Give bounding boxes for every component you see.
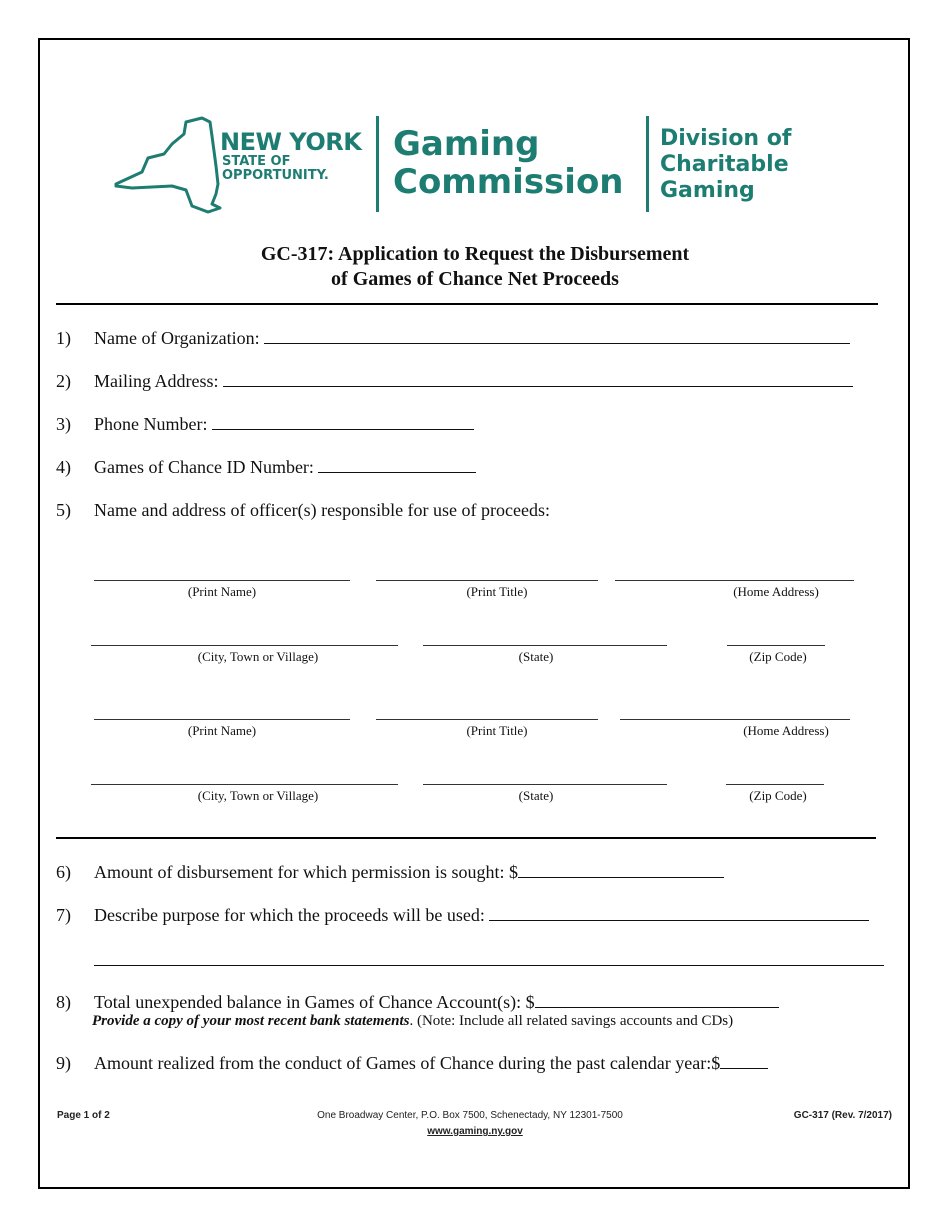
logo-charitable: Charitable — [660, 152, 789, 177]
caption-city: (City, Town or Village) — [197, 649, 319, 664]
officers-divider — [56, 837, 876, 839]
officer1-state-field[interactable] — [423, 645, 667, 646]
question-number: 9) — [56, 1053, 71, 1073]
logo-gaming: Gaming — [393, 124, 540, 164]
officer2-state-field[interactable] — [423, 784, 667, 785]
question-number: 3) — [56, 414, 71, 434]
officer2-print-title-field[interactable] — [376, 719, 598, 720]
purpose-field[interactable] — [489, 906, 869, 921]
logo-commission: Commission — [393, 162, 624, 202]
games-of-chance-id-field[interactable] — [318, 458, 476, 473]
organization-name-field[interactable] — [264, 329, 850, 344]
form-title-line1: GC-317: Application to Request the Disbursement — [260, 243, 690, 265]
question-label: Mailing Address: — [94, 371, 219, 391]
logo-divider — [376, 116, 379, 212]
question-label: Describe purpose for which the proceeds will be used: — [94, 905, 485, 925]
disbursement-amount-field[interactable] — [518, 863, 724, 878]
caption-zip: (Zip Code) — [749, 788, 807, 803]
question-number: 8) — [56, 992, 71, 1012]
unexpended-balance-field[interactable] — [535, 993, 779, 1008]
caption-print-title: (Print Title) — [466, 723, 528, 738]
logo-division-of: Division of — [660, 126, 792, 151]
question-label: Games of Chance ID Number: — [94, 457, 314, 477]
caption-print-name: (Print Name) — [187, 584, 257, 599]
caption-print-name: (Print Name) — [187, 723, 257, 738]
phone-number-field[interactable] — [212, 415, 474, 430]
question-number: 5) — [56, 500, 71, 520]
officer1-print-title-field[interactable] — [376, 580, 598, 581]
title-divider — [56, 303, 878, 305]
question-number: 7) — [56, 905, 71, 925]
question-number: 1) — [56, 328, 71, 348]
new-york-state-map-icon — [112, 114, 222, 214]
logo-new-york: NEW YORK — [220, 128, 362, 156]
logo-opportunity: OPPORTUNITY. — [222, 168, 329, 183]
question-number: 4) — [56, 457, 71, 477]
question-label: Amount realized from the conduct of Games of Chance during the past calendar year:$ — [94, 1053, 721, 1073]
officer1-zip-field[interactable] — [727, 645, 825, 646]
officer1-city-field[interactable] — [91, 645, 398, 646]
officer2-home-address-field[interactable] — [620, 719, 850, 720]
caption-home-address: (Home Address) — [733, 584, 819, 599]
caption-home-address: (Home Address) — [743, 723, 829, 738]
question-label: Phone Number: — [94, 414, 208, 434]
question-label: Name and address of officer(s) responsible for use of proceeds: — [94, 500, 551, 520]
bank-statement-instruction: Provide a copy of your most recent bank statements — [92, 1013, 410, 1029]
caption-state: (State) — [518, 649, 554, 664]
agency-logo — [112, 112, 812, 217]
caption-zip: (Zip Code) — [749, 649, 807, 664]
officer2-city-field[interactable] — [91, 784, 398, 785]
question-label: Name of Organization: — [94, 328, 260, 348]
question-label: Amount of disbursement for which permission is sought: $ — [94, 862, 518, 882]
caption-city: (City, Town or Village) — [197, 788, 319, 803]
officer1-print-name-field[interactable] — [94, 580, 350, 581]
caption-print-title: (Print Title) — [466, 584, 528, 599]
bank-statement-note — [92, 1013, 733, 1030]
form-revision: GC-317 (Rev. 7/2017) — [793, 1110, 892, 1121]
officer2-print-name-field[interactable] — [94, 719, 350, 720]
logo-gaming-division: Gaming — [660, 178, 755, 203]
caption-state: (State) — [518, 788, 554, 803]
question-label: Total unexpended balance in Games of Chance Account(s): $ — [94, 992, 535, 1012]
officer1-home-address-field[interactable] — [615, 580, 854, 581]
bank-statement-note-text: . (Note: Include all related savings accounts and CDs) — [409, 1013, 734, 1029]
footer-website-link[interactable]: www.gaming.ny.gov — [427, 1126, 523, 1137]
officer2-zip-field[interactable] — [726, 784, 824, 785]
amount-realized-field[interactable] — [720, 1054, 768, 1069]
page-number: Page 1 of 2 — [57, 1110, 110, 1121]
form-title-line2: of Games of Chance Net Proceeds — [331, 268, 619, 290]
purpose-continuation-field[interactable] — [94, 965, 884, 966]
footer-address: One Broadway Center, P.O. Box 7500, Schenectady, NY 12301-7500 — [317, 1110, 623, 1121]
logo-state-of: STATE OF — [222, 154, 291, 169]
question-number: 6) — [56, 862, 71, 882]
mailing-address-field[interactable] — [223, 372, 853, 387]
question-number: 2) — [56, 371, 71, 391]
logo-divider — [646, 116, 649, 212]
